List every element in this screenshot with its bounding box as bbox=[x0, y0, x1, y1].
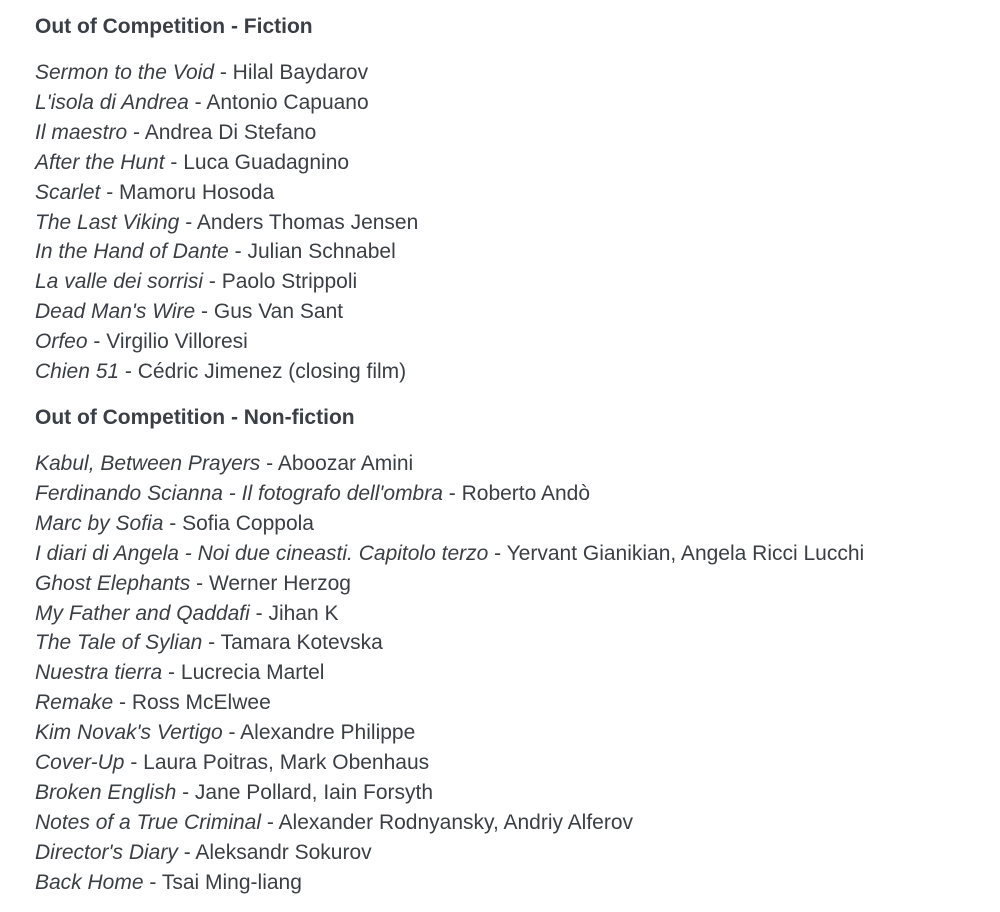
list-item bbox=[35, 718, 1000, 748]
separator: - bbox=[113, 691, 132, 715]
list-item bbox=[35, 267, 1000, 297]
separator: - bbox=[87, 330, 107, 354]
section-title: Out of Competition - Fiction bbox=[35, 15, 313, 38]
film-director: Sofia Coppola bbox=[182, 511, 314, 535]
separator: - bbox=[442, 481, 462, 505]
film-director: Gus Van Sant bbox=[213, 300, 344, 324]
list-item bbox=[35, 357, 1000, 387]
list-item bbox=[35, 628, 1000, 658]
separator: - bbox=[124, 751, 144, 775]
film-director: Hilal Baydarov bbox=[232, 61, 369, 84]
film-title: Sermon to the Void bbox=[35, 61, 214, 84]
list-item bbox=[35, 688, 1000, 718]
separator: - bbox=[228, 240, 248, 264]
film-director: Tamara Kotevska bbox=[220, 631, 383, 655]
separator: - bbox=[179, 210, 197, 234]
film-director: Mamoru Hosoda bbox=[119, 180, 275, 204]
film-director: Julian Schnabel bbox=[247, 240, 396, 264]
list-item bbox=[35, 808, 1000, 838]
separator: - bbox=[127, 120, 145, 144]
film-director: Yervant Gianikian, Angela Ricci Lucchi bbox=[506, 541, 865, 565]
film-director: Alexandre Philippe bbox=[240, 721, 416, 745]
film-director: Jihan K bbox=[268, 601, 339, 625]
separator: - bbox=[488, 541, 507, 565]
list-item bbox=[35, 599, 1000, 629]
list-item bbox=[35, 148, 1000, 178]
film-director: Ross McElwee bbox=[131, 691, 271, 715]
list-item bbox=[35, 509, 1000, 539]
separator: - bbox=[249, 601, 269, 625]
list-item bbox=[35, 838, 1000, 868]
separator: - bbox=[202, 631, 221, 655]
film-title: Orfeo bbox=[35, 330, 88, 354]
separator: - bbox=[119, 360, 138, 384]
film-title: I diari di Angela - Noi due cineasti. Capitolo terzo bbox=[35, 541, 489, 565]
separator: - bbox=[163, 511, 183, 535]
list-item bbox=[35, 539, 1000, 569]
separator: - bbox=[164, 150, 184, 174]
film-director: Andrea Di Stefano bbox=[144, 120, 317, 144]
list-item bbox=[35, 58, 1000, 88]
list-item bbox=[35, 778, 1000, 808]
list-item bbox=[35, 297, 1000, 327]
film-director: Aboozar Amini bbox=[277, 451, 414, 475]
film-director: Cédric Jimenez (closing film) bbox=[137, 360, 407, 384]
film-title: After the Hunt bbox=[35, 150, 165, 174]
list-item bbox=[35, 208, 1000, 238]
film-title: Kabul, Between Prayers bbox=[35, 451, 261, 475]
separator: - bbox=[261, 810, 279, 834]
list-item bbox=[35, 178, 1000, 208]
separator: - bbox=[100, 180, 120, 204]
film-director: Jane Pollard, Iain Forsyth bbox=[194, 780, 434, 804]
list-item bbox=[35, 88, 1000, 118]
film-director: Werner Herzog bbox=[208, 571, 351, 595]
list-item bbox=[35, 479, 1000, 509]
film-title: Scarlet bbox=[35, 180, 101, 204]
film-title: Broken English bbox=[35, 780, 177, 804]
film-director: Paolo Strippoli bbox=[221, 270, 358, 294]
film-director: Alexander Rodnyansky, Andriy Alferov bbox=[278, 810, 634, 834]
separator: - bbox=[222, 721, 241, 745]
film-title: My Father and Qaddafi bbox=[35, 601, 250, 625]
separator: - bbox=[260, 451, 278, 475]
film-director: Laura Poitras, Mark Obenhaus bbox=[143, 751, 430, 775]
film-title: La valle dei sorrisi bbox=[35, 270, 204, 294]
list-item bbox=[35, 118, 1000, 148]
film-title: Back Home bbox=[35, 870, 144, 894]
film-director: Roberto Andò bbox=[461, 481, 591, 505]
list-item bbox=[35, 748, 1000, 778]
section-non-fiction bbox=[35, 403, 1000, 898]
separator: - bbox=[143, 870, 162, 894]
film-list bbox=[35, 58, 1000, 387]
list-item bbox=[35, 449, 1000, 479]
film-director: Virgilio Villoresi bbox=[106, 330, 248, 354]
film-title: Ferdinando Scianna - Il fotografo dell'ombra bbox=[35, 481, 443, 505]
separator: - bbox=[203, 270, 222, 294]
film-title: Remake bbox=[35, 691, 114, 715]
list-item bbox=[35, 327, 1000, 357]
separator: - bbox=[177, 840, 196, 864]
list-item bbox=[35, 237, 1000, 267]
film-director: Tsai Ming-liang bbox=[161, 870, 302, 894]
film-title: Kim Novak's Vertigo bbox=[35, 721, 223, 745]
film-list bbox=[35, 449, 1000, 898]
film-title: L'isola di Andrea bbox=[35, 90, 189, 114]
separator: - bbox=[214, 61, 233, 84]
separator: - bbox=[162, 661, 181, 685]
film-title: Cover-Up bbox=[35, 751, 125, 775]
film-director: Anders Thomas Jensen bbox=[196, 210, 419, 234]
film-director: Aleksandr Sokurov bbox=[195, 840, 372, 864]
film-director: Antonio Capuano bbox=[206, 90, 369, 114]
film-title: Notes of a True Criminal bbox=[35, 810, 262, 834]
film-title: Director's Diary bbox=[35, 840, 178, 864]
list-item bbox=[35, 658, 1000, 688]
film-title: Dead Man's Wire bbox=[35, 300, 196, 324]
list-item bbox=[35, 569, 1000, 599]
film-director: Lucrecia Martel bbox=[180, 661, 325, 685]
section-title: Out of Competition - Non-fiction bbox=[35, 405, 355, 429]
separator: - bbox=[188, 90, 207, 114]
separator: - bbox=[195, 300, 214, 324]
film-title: Nuestra tierra bbox=[35, 661, 163, 685]
film-title: In the Hand of Dante bbox=[35, 240, 229, 264]
film-title: Il maestro bbox=[35, 120, 128, 144]
separator: - bbox=[176, 780, 195, 804]
list-item bbox=[35, 868, 1000, 898]
film-title: Ghost Elephants bbox=[35, 571, 191, 595]
film-title: The Last Viking bbox=[35, 210, 180, 234]
section-fiction bbox=[35, 12, 1000, 387]
film-title: The Tale of Sylian bbox=[35, 631, 203, 655]
film-director: Luca Guadagnino bbox=[183, 150, 350, 174]
film-title: Chien 51 bbox=[35, 360, 120, 384]
film-title: Marc by Sofia bbox=[35, 511, 164, 535]
separator: - bbox=[190, 571, 209, 595]
